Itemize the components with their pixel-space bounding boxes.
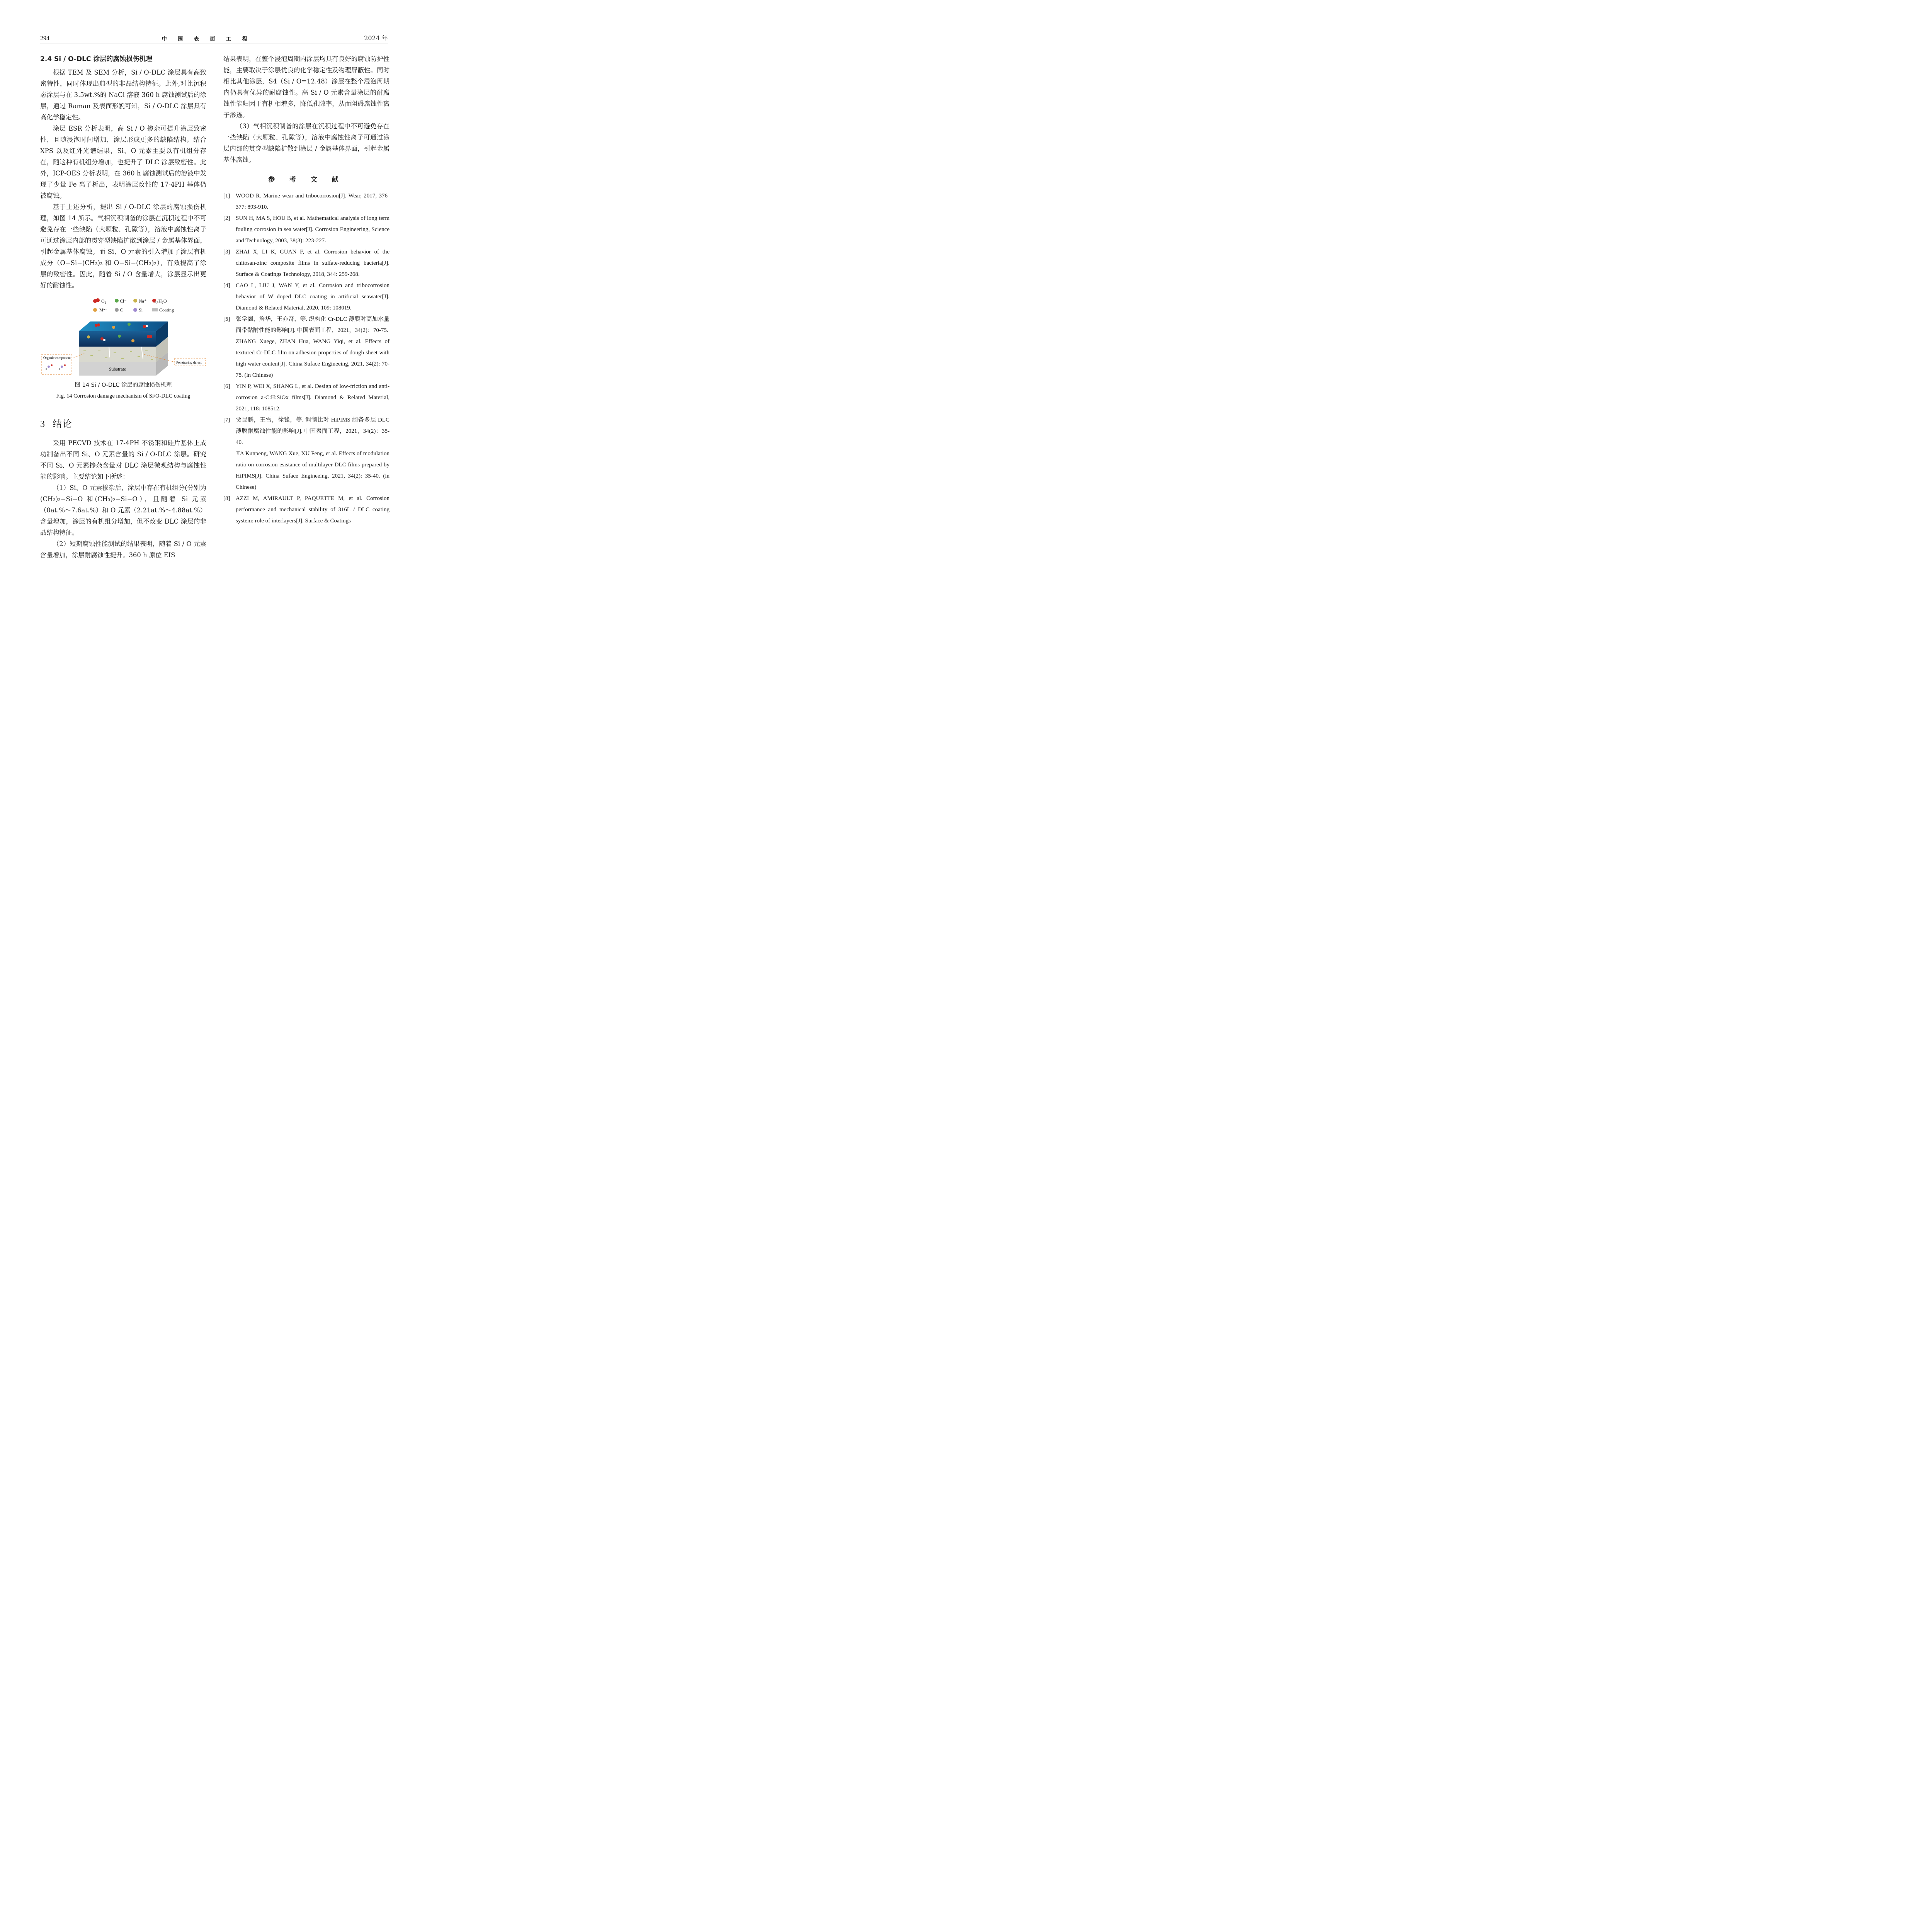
paragraph: （1）Si、O 元素掺杂后，涂层中存在有机组分(分别为(CH₃)₃−Si−O 和(CH₃)₂−Si−O），且随着 Si 元素（0at.%～7.6at.%）和 O 元素（2.21at.%～4.88at.%）含量增加，涂层的有机组分增加，但不改变 DLC 涂层的非晶结构特征。 (40, 484, 206, 536)
publication-year: 2024 年 (364, 34, 388, 42)
reference-body (236, 190, 390, 213)
reference-item (223, 280, 390, 314)
reference-list (223, 190, 390, 527)
liquid-layer (79, 321, 168, 347)
reference-text: WOOD R. Marine wear and tribocorrosion[J]. Wear, 2017, 376-377: 893-910. (236, 193, 390, 210)
reference-index: [2] (223, 215, 230, 221)
chapter-number: 3 (40, 419, 46, 429)
reference-body (236, 280, 390, 314)
organic-component-callout (42, 354, 85, 374)
legend (93, 298, 174, 313)
section-heading: 2.4 Si / O-DLC 涂层的腐蚀损伤机理 (40, 55, 153, 63)
svg-text:O₂: O₂ (101, 298, 106, 304)
svg-text:Si: Si (139, 307, 143, 313)
reference-text: AZZI M, AMIRAULT P, PAQUETTE M, et al. Corrosion performance and mechanical stability of 316L / DLC coating system: role of interlayers[J]. Surface & Coatings (236, 495, 390, 524)
corrosion-mechanism-diagram (40, 296, 206, 378)
paragraph: （2）短期腐蚀性能测试的结果表明，随着 Si / O 元素含量增加，涂层耐腐蚀性提升。360 h 原位 EIS (40, 540, 206, 559)
reference-body (236, 213, 390, 247)
page-number: 294 (40, 35, 49, 42)
reference-text: 张学阁，詹华，王亦奇，等. 织构化 Cr-DLC 薄膜对高加水量面带黏附性能的影响[J]. 中国表面工程，2021，34(2)：70-75. (236, 316, 390, 333)
reference-item (223, 190, 390, 213)
substrate-label: Substrate (109, 366, 126, 372)
paragraph: 结果表明，在整个浸泡周期内涂层均具有良好的腐蚀防护性能，主要取决于涂层优良的化学稳定性及物理屏蔽性。同时相比其他涂层，S4（Si / O=12.48）涂层在整个浸泡周期内仍具有优异的耐腐蚀性。高 Si / O 元素含量涂层的耐腐蚀性能归因于有机相增多，降低孔隙率，从而阻碍腐蚀性离子渗透。 (223, 55, 390, 119)
chapter-heading (40, 416, 206, 430)
legend-cl (115, 298, 127, 304)
reference-item (223, 381, 390, 415)
right-column (223, 53, 390, 527)
reference-item (223, 493, 390, 527)
reference-item (223, 415, 390, 493)
journal-name: 中 国 表 面 工 程 (162, 36, 252, 42)
legend-mn (93, 307, 107, 313)
reference-text: SUN H, MA S, HOU B, et al. Mathematical analysis of long term fouling corrosion in sea water[J]. Corrosion Engineering, Science and Technology, 2003, 38(3): 223-227. (236, 215, 390, 244)
legend-na (133, 298, 146, 304)
running-header (40, 33, 388, 44)
paper-page (0, 0, 425, 601)
reference-text: 贾昆鹏，王雪，徐锋，等. 调制比对 HiPIMS 制备多层 DLC 薄膜耐腐蚀性能的影响[J]. 中国表面工程，2021，34(2)：35-40. (236, 417, 390, 446)
svg-text:Organic component: Organic component (43, 356, 71, 360)
reference-text: JIA Kunpeng, WANG Xue, XU Feng, et al. Effects of modulation ratio on corrosion esistance of multilayer DLC films prepared by HiPIMS[J]. China Suface Engineeing, 2021, 34(2): 35-40. (in Chinese) (236, 451, 390, 490)
figure-14 (40, 296, 206, 378)
figure-caption-cn: 图 14 Si / O-DLC 涂层的腐蚀损伤机理 (75, 382, 172, 388)
reference-index: [6] (223, 383, 230, 389)
svg-text:H₂O: H₂O (158, 298, 167, 304)
reference-index: [5] (223, 316, 230, 322)
reference-body (236, 314, 390, 381)
reference-index: [3] (223, 249, 230, 255)
chapter-title: 结论 (53, 418, 73, 429)
references-heading: 参 考 文 献 (268, 176, 345, 184)
svg-text:Na⁺: Na⁺ (139, 298, 147, 304)
legend-si (133, 307, 143, 313)
reference-text: ZHAI X, LI K, GUAN F, et al. Corrosion behavior of the chitosan-zinc composite films in sulfate-reducing bacteria[J]. Surface & Coatings Technology, 2018, 344: 259-268. (236, 249, 390, 277)
svg-text:Mⁿ⁺: Mⁿ⁺ (99, 307, 107, 313)
paragraph: 采用 PECVD 技术在 17-4PH 不锈钢和硅片基体上成功制备出不同 Si、O 元素含量的 Si / O-DLC 涂层。研究不同 Si、O 元素掺杂含量对 DLC 涂层微观结构与腐蚀性能的影响。主要结论如下所述： (40, 439, 206, 480)
paragraph: （3）气相沉积制备的涂层在沉积过程中不可避免存在一些缺陷（大颗粒、孔隙等），溶液中腐蚀性离子可通过涂层内部的贯穿型缺陷扩散到涂层 / 金属基体界面，引起金属基体腐蚀。 (223, 122, 390, 163)
paragraph: 涂层 ESR 分析表明，高 Si / O 掺杂可提升涂层致密性，且随浸泡时间增加，涂层形成更多的缺陷结构。结合 XPS 以及红外光谱结果，Si、O 元素主要以有机组分存在，随这种有机组分增加，也提升了 DLC 涂层致密性。此外，ICP-OES 分析表明，在 360 h 腐蚀测试后的溶液中发现了少量 Fe 离子析出，表明涂层改性的 17-4PH 基体仍被腐蚀。 (40, 125, 206, 199)
left-column (40, 53, 206, 561)
reference-index: [4] (223, 282, 230, 289)
figure-caption-en: Fig. 14 Corrosion damage mechanism of Si/O-DLC coating (56, 393, 191, 399)
paragraph: 基于上述分析，提出 Si / O-DLC 涂层的腐蚀损伤机理，如图 14 所示。气相沉积制备的涂层在沉积过程中不可避免存在一些缺陷（大颗粒、孔隙等），溶液中腐蚀性离子可通过涂层内部的贯穿型缺陷扩散到涂层 / 金属基体界面，引起金属基体腐蚀。而 Si、O 元素的引入增加了涂层有机成分（O−Si−(CH₃)₃ 和 O−Si−(CH₃)₂），有效提高了涂层的致密性。因此，随着 Si / O 含量增大，涂层显示出更好的耐蚀性。 (40, 203, 206, 289)
reference-index: [8] (223, 495, 230, 502)
paragraph: 根据 TEM 及 SEM 分析，Si / O-DLC 涂层具有高致密特性，同时体现出典型的非晶结构特征。此外,对比沉积态涂层与在 3.5wt.%的 NaCl 溶液 360 h 腐蚀测试后的涂层，通过 Raman 及表面形貌可知，Si / O-DLC 涂层具有高化学稳定性。 (40, 69, 206, 121)
legend-c (115, 307, 123, 313)
reference-text: CAO L, LIU J, WAN Y, et al. Corrosion and tribocorrosion behavior of W doped DLC coating in artificial seawater[J]. Diamond & Related Material, 2020, 109: 108019. (236, 282, 390, 311)
svg-text:Penetraring defect: Penetraring defect (176, 361, 202, 364)
reference-item (223, 314, 390, 381)
reference-index: [1] (223, 193, 230, 199)
svg-text:Coating: Coating (159, 307, 174, 313)
reference-body (236, 381, 390, 415)
reference-item (223, 213, 390, 247)
reference-body (236, 247, 390, 280)
svg-text:Cl⁻: Cl⁻ (120, 298, 127, 304)
reference-text: ZHANG Xuege, ZHAN Hua, WANG Yiqi, et al. Effects of textured Cr-DLC film on adhesion properties of dough sheet with high water content[J]. China Suface Engineeing, 2021, 34(2): 70-75. (in Chinese) (236, 338, 390, 378)
svg-text:C: C (120, 307, 123, 313)
reference-item (223, 247, 390, 280)
reference-body (236, 493, 390, 527)
legend-o2 (93, 298, 106, 304)
legend-coating (152, 307, 174, 313)
legend-h2o (152, 298, 167, 304)
reference-text: YIN P, WEI X, SHANG L, et al. Design of low-friction and anti-corrosion a-C:H:SiOx films[J]. Diamond & Related Material, 2021, 118: 108512. (236, 383, 390, 412)
reference-body (236, 415, 390, 493)
reference-index: [7] (223, 417, 230, 423)
